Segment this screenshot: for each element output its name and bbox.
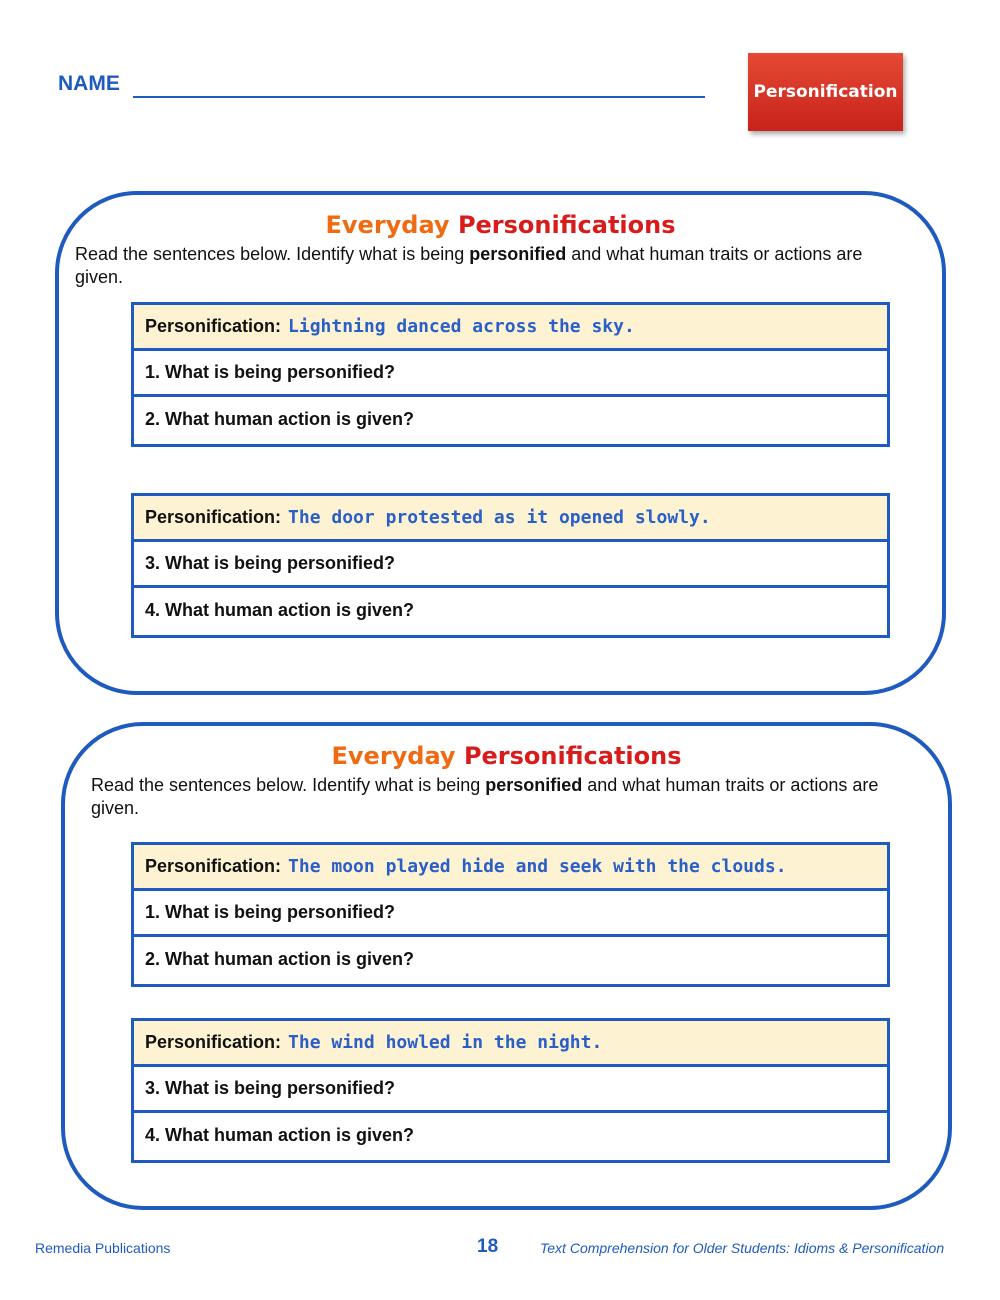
personification-row [134,845,887,891]
panel-title [65,742,948,770]
panel-title-word-1: Everyday [331,742,456,770]
instructions-text-end: and what human traits or actions are given. [91,775,879,818]
instructions-bold: personified [485,775,583,795]
question-row[interactable] [134,588,887,633]
instructions [91,774,881,820]
topic-tag-label: Personification [753,82,898,102]
question-box [131,842,890,987]
panel-title-word-1: Everyday [325,211,450,239]
question-text: 3. What is being personified? [145,1078,396,1098]
question-text: 1. What is being personified? [145,362,396,382]
question-text: 2. What human action is given? [145,949,415,969]
question-text: 1. What is being personified? [145,902,396,922]
instructions [75,243,915,289]
name-field-row [58,72,708,102]
question-box [131,302,890,447]
question-row[interactable] [134,542,887,588]
question-text: 3. What is being personified? [145,553,396,573]
question-box [131,1018,890,1163]
question-row[interactable] [134,937,887,982]
personification-sentence: The wind howled in the night. [288,1032,603,1053]
question-text: 4. What human action is given? [145,600,415,620]
question-box [131,493,890,638]
name-write-line[interactable] [133,96,705,98]
footer-publisher: Remedia Publications [35,1240,171,1256]
personification-row [134,1021,887,1067]
question-row[interactable] [134,891,887,937]
question-row[interactable] [134,397,887,442]
instructions-text-end: and what human traits or actions are given. [75,244,863,287]
personification-label: Personification: [145,507,282,527]
name-label: NAME [58,72,120,95]
instructions-text: Read the sentences below. Identify what is being [91,775,486,795]
personification-sentence: The moon played hide and seek with the clouds. [288,856,787,877]
question-row[interactable] [134,351,887,397]
footer-page-number: 18 [477,1236,499,1257]
question-row[interactable] [134,1067,887,1113]
panel-title-word-2: Personifications [457,211,676,239]
personification-label: Personification: [145,856,282,876]
personification-sentence: The door protested as it opened slowly. [288,507,711,528]
personification-label: Personification: [145,316,282,336]
footer-book-title: Text Comprehension for Older Students: Idioms & Personification [540,1240,945,1256]
topic-tag [748,53,903,131]
instructions-bold: personified [469,244,567,264]
instructions-text: Read the sentences below. Identify what is being [75,244,470,264]
question-row[interactable] [134,1113,887,1158]
personification-label: Personification: [145,1032,282,1052]
personification-sentence: Lightning danced across the sky. [288,316,635,337]
personification-row [134,305,887,351]
personification-row [134,496,887,542]
panel-title-word-2: Personifications [463,742,682,770]
panel-title [59,211,942,239]
question-text: 2. What human action is given? [145,409,415,429]
question-text: 4. What human action is given? [145,1125,415,1145]
